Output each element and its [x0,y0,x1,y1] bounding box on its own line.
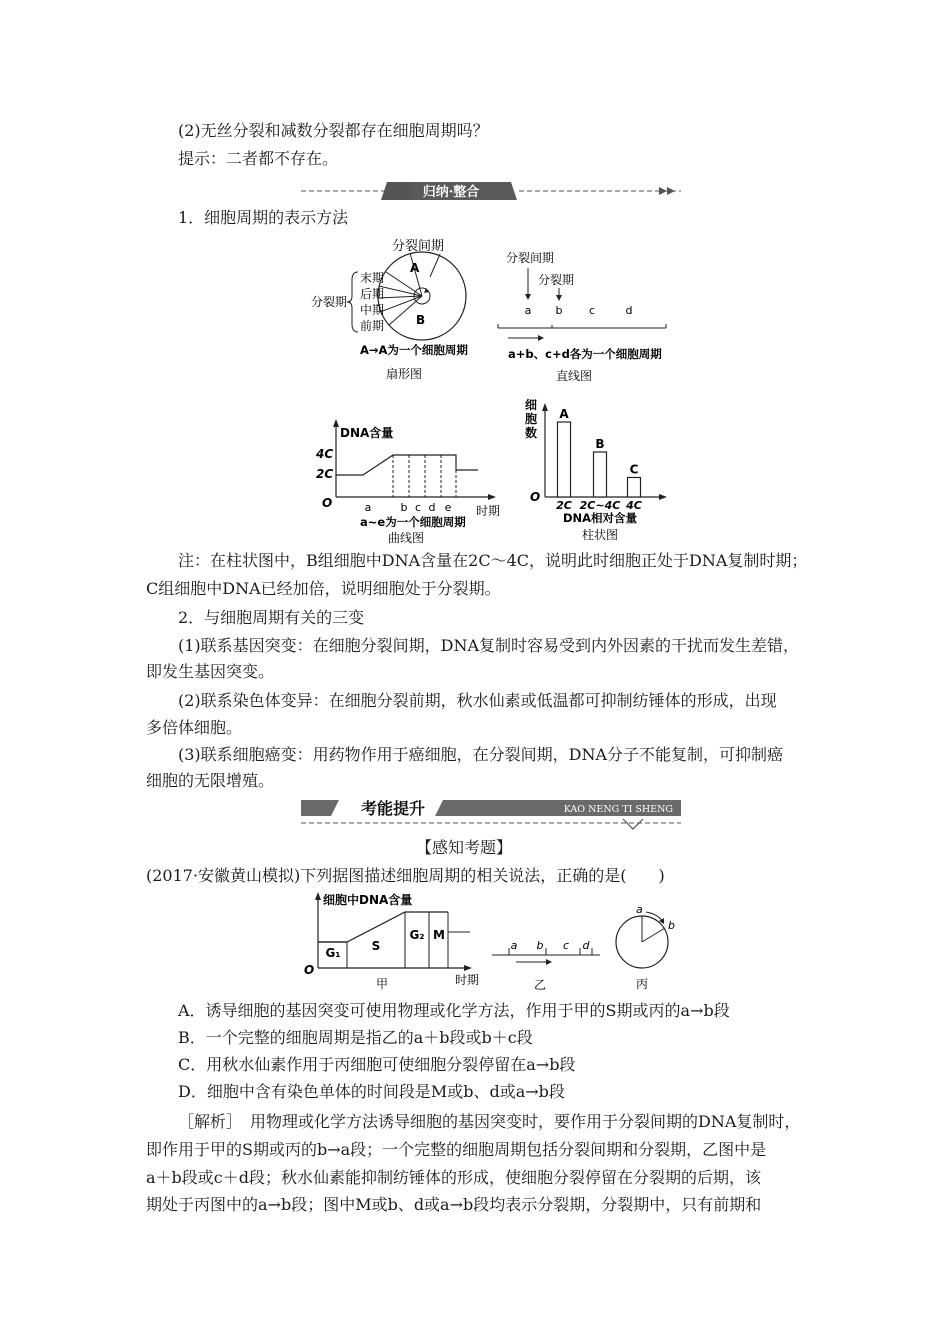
jia-caption: 甲 [375,977,389,991]
banner2-subtitle: KAO NENG TI SHENG [563,804,673,815]
bar-origin: O [530,490,541,504]
bar-a [558,422,571,497]
line-mitosis-label: 分裂期 [538,273,575,287]
subheading: 【感知考题】 [416,838,513,857]
fan-point-b: B [416,313,426,327]
jia-phase-m: M [433,928,445,942]
analysis-line-1: ［解析］ 用物理或化学方法诱导细胞的基因突变时，要作用于分裂间期的DNA复制时， [178,1112,801,1131]
jia-phase-g2: G₂ [409,928,425,942]
item2-3-line-1: (3)联系细胞癌变：用药物作用于癌细胞，在分裂间期，DNA分子不能复制，可抑制癌 [178,745,784,764]
item2-2-line-2: 多倍体细胞。 [146,718,243,737]
dna-curve-diagram [308,415,508,545]
fan-note: A→A为一个细胞周期 [360,343,468,357]
item1-title: 1．细胞周期的表示方法 [178,208,349,227]
item2-1-line-2: 即发生基因突变。 [146,662,275,681]
line-point-a: a [524,304,532,317]
jia-phase-s: S [371,939,381,953]
bing-point-b: b [668,919,675,932]
bar-b [594,452,607,497]
question-stem: (2017·安徽黄山模拟)下列据图描述细胞周期的相关说法，正确的是( ) [146,866,665,885]
fan-phase-telophase: 末期 [360,271,385,285]
bar-label-b: B [595,437,605,451]
bar-label-a: A [559,407,569,421]
bar-category-1: 2C~4C [579,499,621,512]
note-line-1: 注：在柱状图中，B组细胞中DNA含量在2C～4C，说明此时细胞正处于DNA复制时期； [178,551,808,570]
figure-jia [300,890,480,990]
curve-point-c: c [414,501,422,514]
bar-ylabel-1: 细 [525,398,538,412]
bar-c [628,478,641,498]
line-note: a+b、c+d各为一个细胞周期 [508,347,662,361]
curve-point-e: e [444,501,452,514]
analysis-line-2: 即作用于甲的S期或丙的b→a段；一个完整的细胞周期包括分裂间期和分裂期，乙图中是 [146,1140,767,1159]
bar-xlabel: DNA相对含量 [562,511,638,525]
fan-point-a: A [410,261,420,275]
hint-text: 提示：二者都不存在。 [178,149,339,168]
line-point-d: d [625,304,633,317]
fan-caption: 扇形图 [385,367,423,381]
analysis-line-3: a＋b段或c＋d段；秋水仙素能抑制纺锤体的形成，使细胞分裂停留在分裂期的后期，该 [146,1168,761,1187]
item2-title: 2．与细胞周期有关的三变 [178,608,365,627]
option-c: C．用秋水仙素作用于丙细胞可使细胞分裂停留在a→b段 [178,1055,576,1074]
bar-ylabel-3: 数 [525,426,538,440]
line-caption: 直线图 [555,369,593,383]
curve-point-b: b [400,501,408,514]
section-banner-summary [301,180,681,202]
bar-label-c: C [629,462,639,477]
item2-3-line-2: 细胞的无限增殖。 [146,771,275,790]
fan-phase-metaphase: 中期 [360,303,385,317]
bar-category-0: 2C [556,499,572,512]
curve-note: a~e为一个细胞周期 [360,515,466,529]
bing-point-a: a [636,903,643,916]
figure-yi [488,935,608,995]
banner-title: 归纳·整合 [422,185,480,200]
curve-point-a: a [364,501,372,514]
fan-phase-prophase: 前期 [360,319,385,333]
jia-xlabel: 时期 [455,973,480,987]
banner2-title: 考能提升 [360,799,426,818]
yi-point-d: d [582,939,590,952]
curve-ytick-2c: 2C [316,467,334,481]
section-banner-ability [301,797,681,833]
yi-point-a: a [510,939,518,952]
figure-bing [612,900,692,990]
bar-ylabel-2: 胞 [525,412,538,426]
curve-origin: O [322,496,333,510]
bing-caption: 丙 [635,977,649,991]
item2-2-line-1: (2)联系染色体变异：在细胞分裂前期，秋水仙素或低温都可抑制纺锤体的形成，出现 [178,691,777,710]
option-b: B．一个完整的细胞周期是指乙的a＋b段或b＋c段 [178,1028,533,1047]
curve-ylabel: DNA含量 [340,426,394,440]
line-diagram [498,246,678,382]
analysis-line-4: 期处于丙图中的a→b段；图中M或b、d或a→b段均表示分裂期，分裂期中，只有前期和 [146,1195,762,1214]
curve-caption: 曲线图 [387,531,425,545]
yi-point-c: c [562,939,570,952]
option-a: A．诱导细胞的基因突变可使用物理或化学方法，作用于甲的S期或丙的a→b段 [178,1001,730,1020]
curve-ytick-4c: 4C [316,447,334,461]
item2-1-line-1: (1)联系基因突变：在细胞分裂间期，DNA复制时容易受到内外因素的干扰而发生差错， [178,636,800,655]
fan-group-label: 分裂期 [311,295,348,309]
question-2-text: (2)无丝分裂和减数分裂都存在细胞周期吗？ [178,121,489,140]
fan-diagram [300,232,500,382]
note-line-2: C组细胞中DNA已经加倍，说明细胞处于分裂期。 [146,579,501,598]
fan-top-label: 分裂间期 [391,239,445,254]
cell-count-bar-chart [518,397,668,547]
yi-point-b: b [536,939,544,952]
jia-origin: O [304,963,315,977]
line-interphase-label: 分裂间期 [506,251,555,265]
jia-ylabel: 细胞中DNA含量 [323,893,413,907]
line-point-c: c [588,304,596,317]
option-d: D．细胞中含有染色单体的时间段是M或b、d或a→b段 [178,1082,565,1101]
fan-phase-anaphase: 后期 [360,287,385,301]
yi-caption: 乙 [533,978,547,992]
bar-caption: 柱状图 [581,528,619,542]
line-point-b: b [555,304,563,317]
curve-xlabel: 时期 [476,504,501,518]
bar-category-2: 4C [626,499,642,512]
jia-phase-g1: G₁ [325,946,341,960]
curve-point-d: d [428,501,436,514]
